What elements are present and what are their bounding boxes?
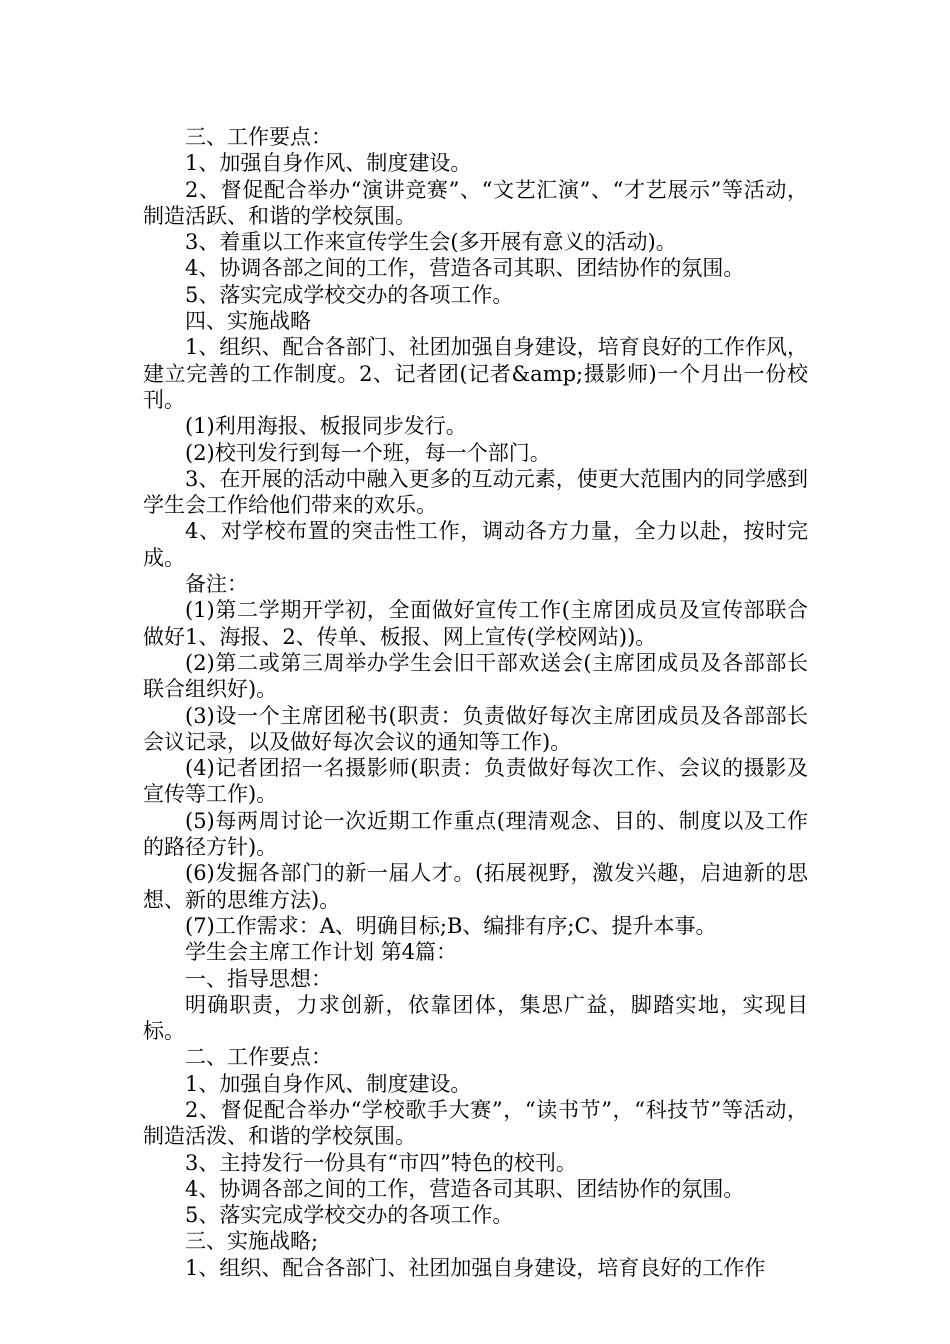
heading-notes: 备注： — [185, 572, 248, 597]
paragraph: 1、组织、配合各部门、社团加强自身建设，培育良好的工作作风，建立完善的工作制度。2、记者团(记者&amp;摄影师)一个月出一份校刊。 — [143, 335, 808, 412]
paragraph: (7)工作需求：A、明确目标;B、编排有序;C、提升本事。 — [185, 913, 717, 938]
paragraph: (4)记者团招一名摄影师(职责：负责做好每次工作、会议的摄影及宣传等工作)。 — [143, 756, 808, 807]
paragraph: 5、落实完成学校交办的各项工作。 — [185, 282, 514, 307]
paragraph: 3、在开展的活动中融入更多的互动元素，使更大范围内的同学感到学生会工作给他们带来的欢乐。 — [143, 466, 808, 518]
paragraph: 3、着重以工作来宣传学生会(多开展有意义的活动)。 — [185, 230, 677, 255]
paragraph: 4、协调各部之间的工作，营造各司其职、团结协作的氛围。 — [185, 1176, 745, 1201]
heading-guiding-thought: 一、指导思想： — [185, 966, 332, 991]
paragraph: (5)每两周讨论一次近期工作重点(理清观念、目的、制度以及工作的路径方针)。 — [143, 808, 808, 860]
paragraph: 4、对学校布置的突击性工作，调动各方力量，全力以赴，按时完成。 — [143, 519, 808, 570]
paragraph: 4、协调各部之间的工作，营造各司其职、团结协作的氛围。 — [185, 256, 745, 281]
paragraph: (1)第二学期开学初，全面做好宣传工作(主席团成员及宣传部联合做好1、海报、2、传单、板报、网上宣传(学校网站))。 — [143, 598, 808, 649]
heading-work-points: 二、工作要点： — [185, 1045, 332, 1070]
paragraph: 3、主持发行一份具有“市四”特色的校刊。 — [185, 1150, 577, 1175]
paragraph: 明确职责，力求创新，依靠团体，集思广益，脚踏实地，实现目标。 — [143, 992, 808, 1044]
paragraph: (1)利用海报、板报同步发行。 — [185, 414, 467, 439]
paragraph: 1、加强自身作风、制度建设。 — [185, 151, 472, 176]
paragraph: 2、督促配合举办“学校歌手大赛”，“读书节”，“科技节”等活动，制造活泼、和谐的学校氛围。 — [143, 1097, 808, 1149]
paragraph: 5、落实完成学校交办的各项工作。 — [185, 1203, 514, 1228]
heading-strategy: 四、实施战略 — [185, 309, 311, 334]
paragraph: (2)校刊发行到每一个班，每一个部门。 — [185, 440, 551, 465]
heading-strategy: 三、实施战略; — [185, 1229, 319, 1254]
paragraph: (3)设一个主席团秘书(职责：负责做好每次主席团成员及各部部长会议记录，以及做好每次会议的通知等工作)。 — [143, 703, 808, 754]
paragraph: 2、督促配合举办“演讲竞赛”、“文艺汇演”、“才艺展示”等活动，制造活跃、和谐的学校氛围。 — [143, 177, 808, 228]
paragraph: (2)第二或第三周举办学生会旧干部欢送会(主席团成员及各部部长联合组织好)。 — [143, 650, 808, 702]
heading-work-points: 三、工作要点： — [185, 125, 332, 149]
paragraph: 1、加强自身作风、制度建设。 — [185, 1071, 472, 1096]
paragraph: 1、组织、配合各部门、社团加强自身建设，培育良好的工作作 — [185, 1255, 766, 1280]
section-title: 学生会主席工作计划 第4篇： — [185, 940, 458, 965]
paragraph: (6)发掘各部门的新一届人才。(拓展视野，激发兴趣，启迪新的思想、新的思维方法)。 — [143, 861, 808, 912]
document-body — [143, 124, 808, 1281]
